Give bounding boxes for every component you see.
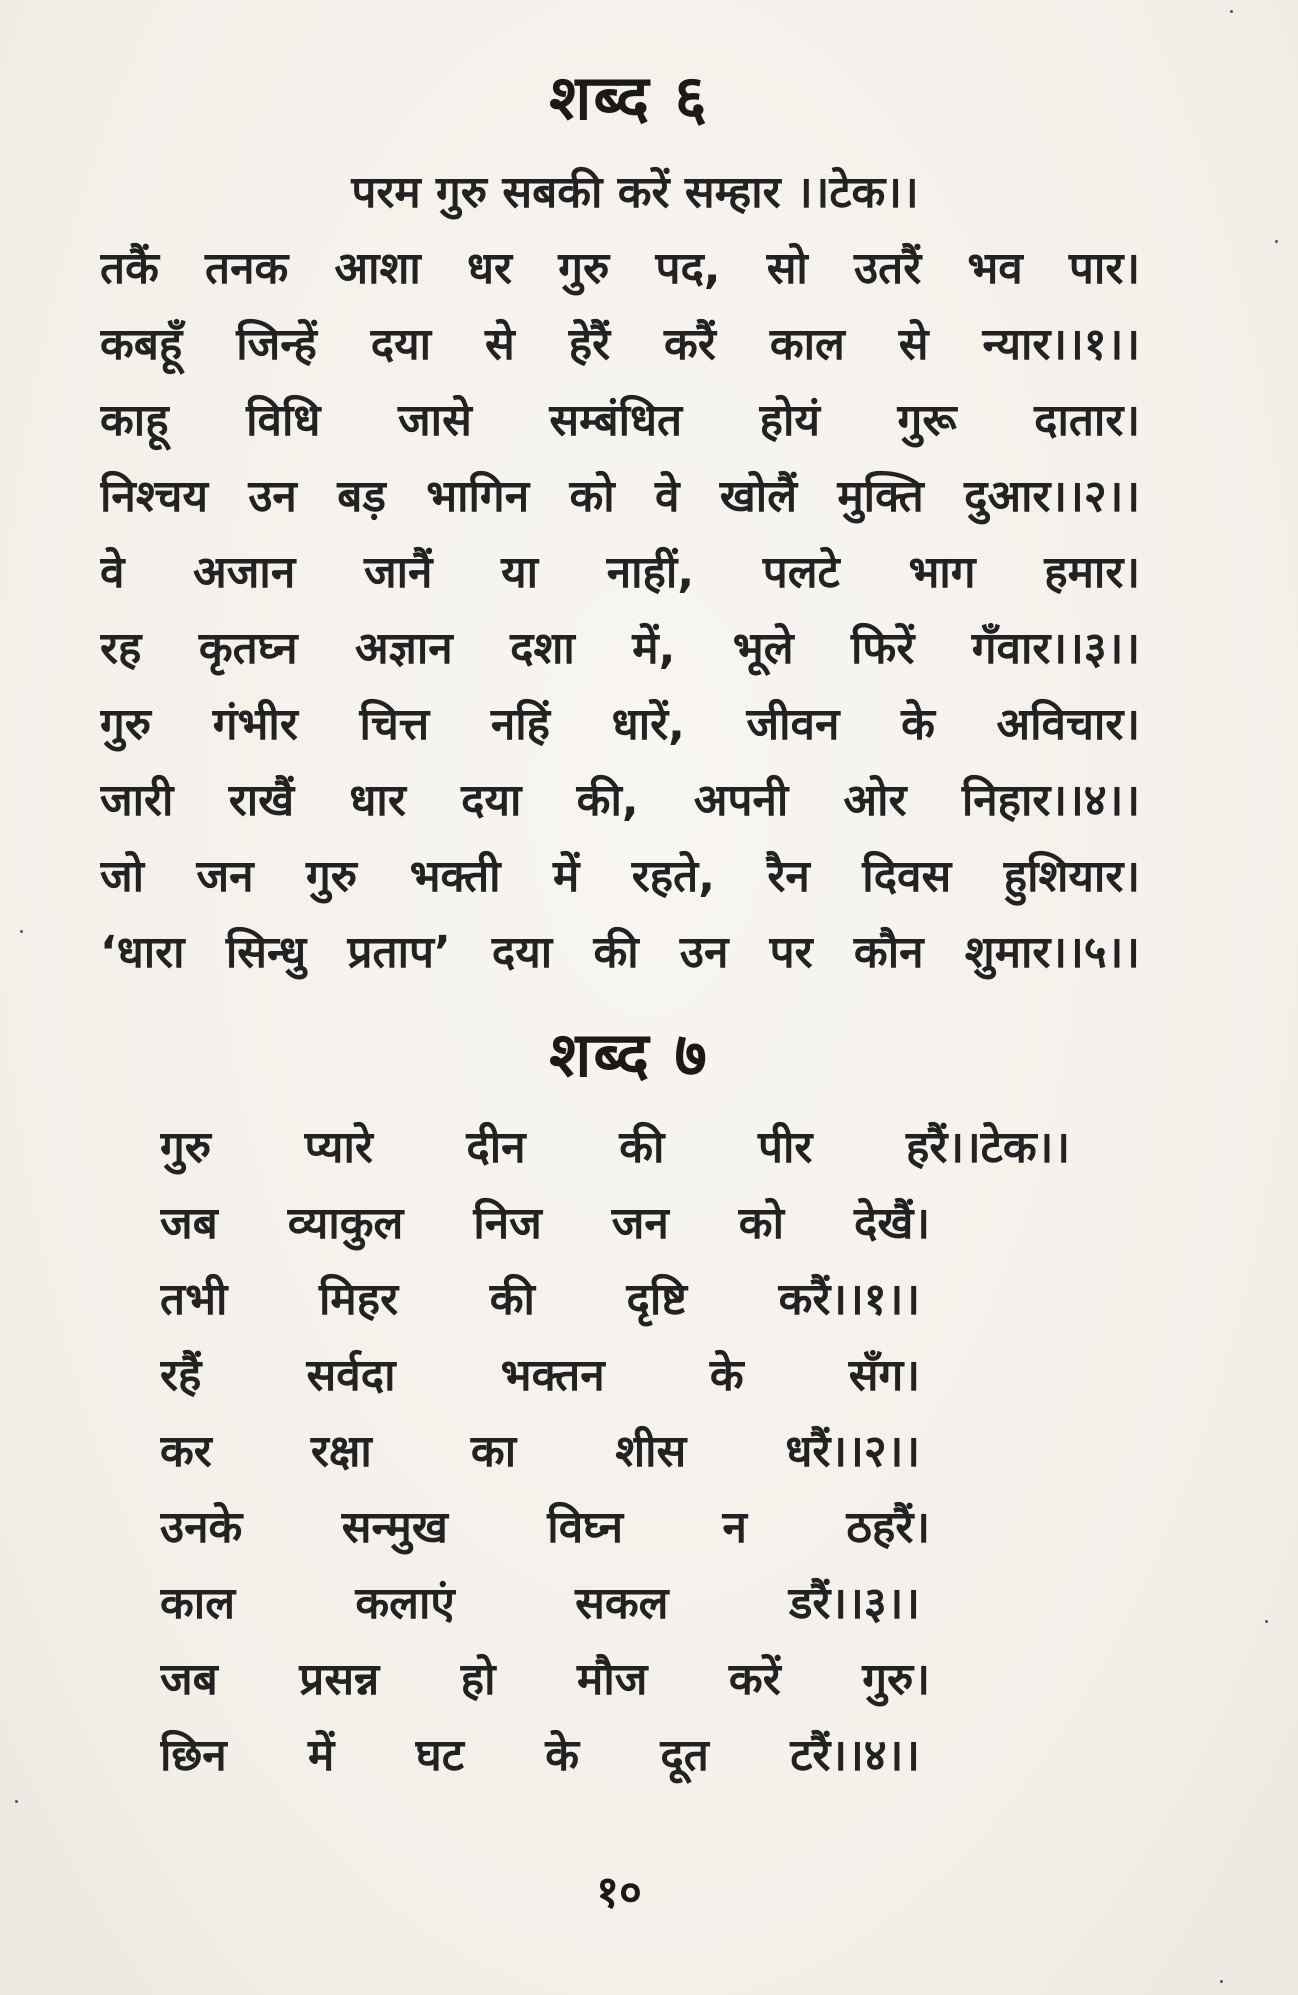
verse-line: उनके सन्मुख विघ्न न ठहरैं।	[160, 1502, 930, 1553]
paper-speck	[1220, 1980, 1223, 1983]
verse-line: वे अजान जानैं या नाहीं, पलटे भाग हमार।	[100, 547, 1140, 598]
paper-speck	[1230, 10, 1233, 13]
verse-line: गुरु प्यारे दीन की पीर हरैं।।टेक।।	[160, 1122, 1070, 1173]
paper-speck	[1265, 1620, 1268, 1623]
verse-line: कबहूँ जिन्हें दया से हेरैं करैं काल से न्यार।।१।।	[100, 319, 1140, 370]
verse-line: निश्चय उन बड़ भागिन को वे खोलैं मुक्ति दुआर।।२।।	[100, 471, 1140, 522]
verse-line: जब व्याकुल निज जन को देखैं।	[160, 1198, 930, 1249]
shabd-6-title: शब्द ६	[549, 61, 709, 134]
verse-line: काहू विधि जासे सम्बंधित होयं गुरू दातार।	[100, 395, 1140, 446]
verse-line: जो जन गुरु भक्ती में रहते, रैन दिवस हुशियार।	[100, 851, 1140, 902]
verse-line: कर रक्षा का शीस धरैं।।२।।	[160, 1426, 920, 1477]
shabd-6-verse	[100, 155, 1140, 991]
verse-line: तकैं तनक आशा धर गुरु पद, सो उतरैं भव पार।	[100, 243, 1140, 294]
verse-line: परम गुरु सबकी करें सम्हार ।।टेक।।	[351, 167, 919, 218]
verse-line: ‘धारा सिन्धु प्रताप’ दया की उन पर कौन शुमार।।५।।	[100, 927, 1140, 978]
verse-line: तभी मिहर की दृष्टि करैं।।१।।	[160, 1274, 920, 1325]
verse-line: जारी राखैं धार दया की, अपनी ओर निहार।।४।।	[100, 775, 1140, 826]
paper-speck	[1275, 240, 1278, 243]
verse-line: छिन में घट के दूत टरैं।।४।।	[160, 1730, 920, 1781]
page-number: १०	[596, 1867, 642, 1918]
shabd-7-verse	[160, 1110, 1070, 1794]
shabd-7-title: शब्द ७	[549, 1018, 709, 1091]
paper-speck	[20, 930, 23, 933]
verse-line: काल कलाएं सकल डरैं।।३।।	[160, 1578, 920, 1629]
verse-line: जब प्रसन्न हो मौज करें गुरु।	[160, 1654, 930, 1705]
verse-line: रह कृतघ्न अज्ञान दशा में, भूले फिरें गँवार।।३।।	[100, 623, 1140, 674]
verse-line: रहैं सर्वदा भक्तन के सँग।	[160, 1350, 920, 1401]
verse-line: गुरु गंभीर चित्त नहिं धारें, जीवन के अविचार।	[100, 699, 1140, 750]
paper-speck	[15, 1800, 18, 1803]
